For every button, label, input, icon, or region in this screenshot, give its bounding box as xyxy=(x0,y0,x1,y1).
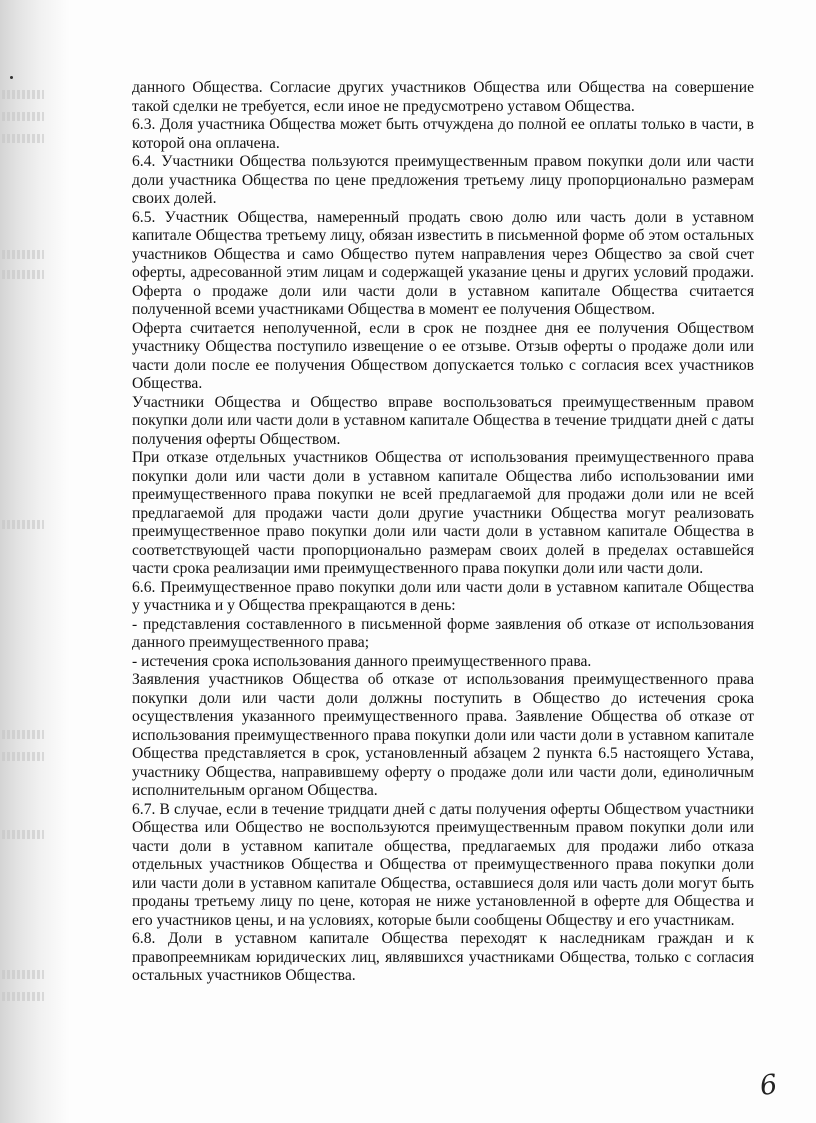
clause-6-6-item-statement: - представления составленного в письменной форме заявления об отказе от использования данного преимущественного права; xyxy=(132,615,754,651)
clause-6-6-item-expiry: - истечения срока использования данного преимущественного права. xyxy=(132,652,592,670)
clause-6-5-offer-withdrawal: Оферта считается неполученной, если в срок не позднее дня ее получения Обществом участнику Общества поступило извещение о ее отзыве. Отзыв оферты о продаже доли или части доли после ее получения Обществом допускается только с согласия всех участников Общества. xyxy=(132,319,754,392)
clause-6-7: 6.7. В случае, если в течение тридцати дней с даты получения оферты Обществом участники Общества или Общество не воспользуются преимущественным правом покупки доли или части доли в уставном капитале общества, предлагаемых для продажи либо отказа отдельных участников Общества и Общества от преимущественного права покупки доли или части доли в уставном капитале Общества, оставшиеся доля или часть доли могут быть проданы третьему лицу по цене, которая не ниже установленной в оферте для Общества и его участников цены, и на условиях, которые были сообщены Обществу и его участникам. xyxy=(132,800,754,929)
paragraph-continuation: данного Общества. Согласие других участников Общества или Общества на совершение такой сделки не требуется, если иное не предусмотрено уставом Общества. xyxy=(132,79,754,115)
clause-6-5-thirty-days: Участники Общества и Общество вправе воспользоваться преимущественным правом покупки доли или части доли в уставном капитале Общества в течение тридцати дней с даты получения оферты Обществом. xyxy=(132,393,754,448)
clause-6-5: 6.5. Участник Общества, намеренный продать свою долю или часть доли в уставном капитале Общества третьему лицу, обязан известить в письменной форме об этом остальных участников Общества и само Общество путем направления через Общество за свой счет оферты, адресованной этим лицам и содержащей указание цены и других условий продажи. Оферта о продаже доли или части доли в уставном капитале Общества считается полученной всеми участниками Общества в момент ее получения Обществом. xyxy=(132,208,754,318)
clause-6-8: 6.8. Доли в уставном капитале Общества переходят к наследникам граждан и к правопреемникам юридических лиц, являвшихся участниками Общества, только с согласия остальных участников Общества. xyxy=(132,930,754,984)
clause-6-3: 6.3. Доля участника Общества может быть отчуждена до полной ее оплаты только в части, в которой она оплачена. xyxy=(132,116,754,152)
clause-6-4: 6.4. Участники Общества пользуются преимущественным правом покупки доли или части доли участника Общества по цене предложения третьему лицу пропорционально размерам своих долей. xyxy=(132,153,754,207)
bleed-through-mark xyxy=(2,970,44,979)
bleed-through-mark xyxy=(2,134,44,143)
bleed-through-mark xyxy=(2,250,44,259)
bleed-through-mark xyxy=(2,730,44,739)
bleed-through-mark xyxy=(2,270,44,279)
bleed-through-mark xyxy=(2,112,44,121)
scan-left-edge-shadow xyxy=(0,0,70,1123)
handwritten-page-number: 6 xyxy=(757,1068,780,1103)
bleed-through-mark xyxy=(2,90,44,99)
bleed-through-mark xyxy=(2,992,44,1001)
clause-6-6: 6.6. Преимущественное право покупки доли или части доли в уставном капитале Общества у участника и у Общества прекращаются в день: xyxy=(132,578,754,614)
scan-speck xyxy=(10,76,13,79)
bleed-through-mark xyxy=(2,752,44,761)
bleed-through-mark xyxy=(2,520,44,529)
clause-6-6-refusal-statements: Заявления участников Общества об отказе от использования преимущественного права покупки доли или части доли должны поступить в Общество до истечения срока осуществления указанного преимущественного права. Заявление Общества об отказе от использования преимущественного права покупки доли или части доли в уставном капитале Общества представляется в срок, установленный абзацем 2 пункта 6.5 настоящего Устава, участнику Общества, направившему оферту о продаже доли или части доли, единоличным исполнительным органом Общества. xyxy=(132,671,754,799)
document-body xyxy=(132,79,754,986)
clause-6-5-partial-refusal: При отказе отдельных участников Общества от использования преимущественного права покупки доли или части доли в уставном капитале Общества либо использовании ими преимущественного права покупки не всей предлагаемой для продажи доли или не всей предлагаемой для продажи части доли другие участники Общества могут реализовать преимущественное право покупки доли или части доли в уставном капитале Общества в соответствующей части пропорционально размерам своих долей в пределах оставшейся части срока реализации ими преимущественного права покупки доли или части доли. xyxy=(132,449,754,577)
bleed-through-mark xyxy=(2,830,44,839)
